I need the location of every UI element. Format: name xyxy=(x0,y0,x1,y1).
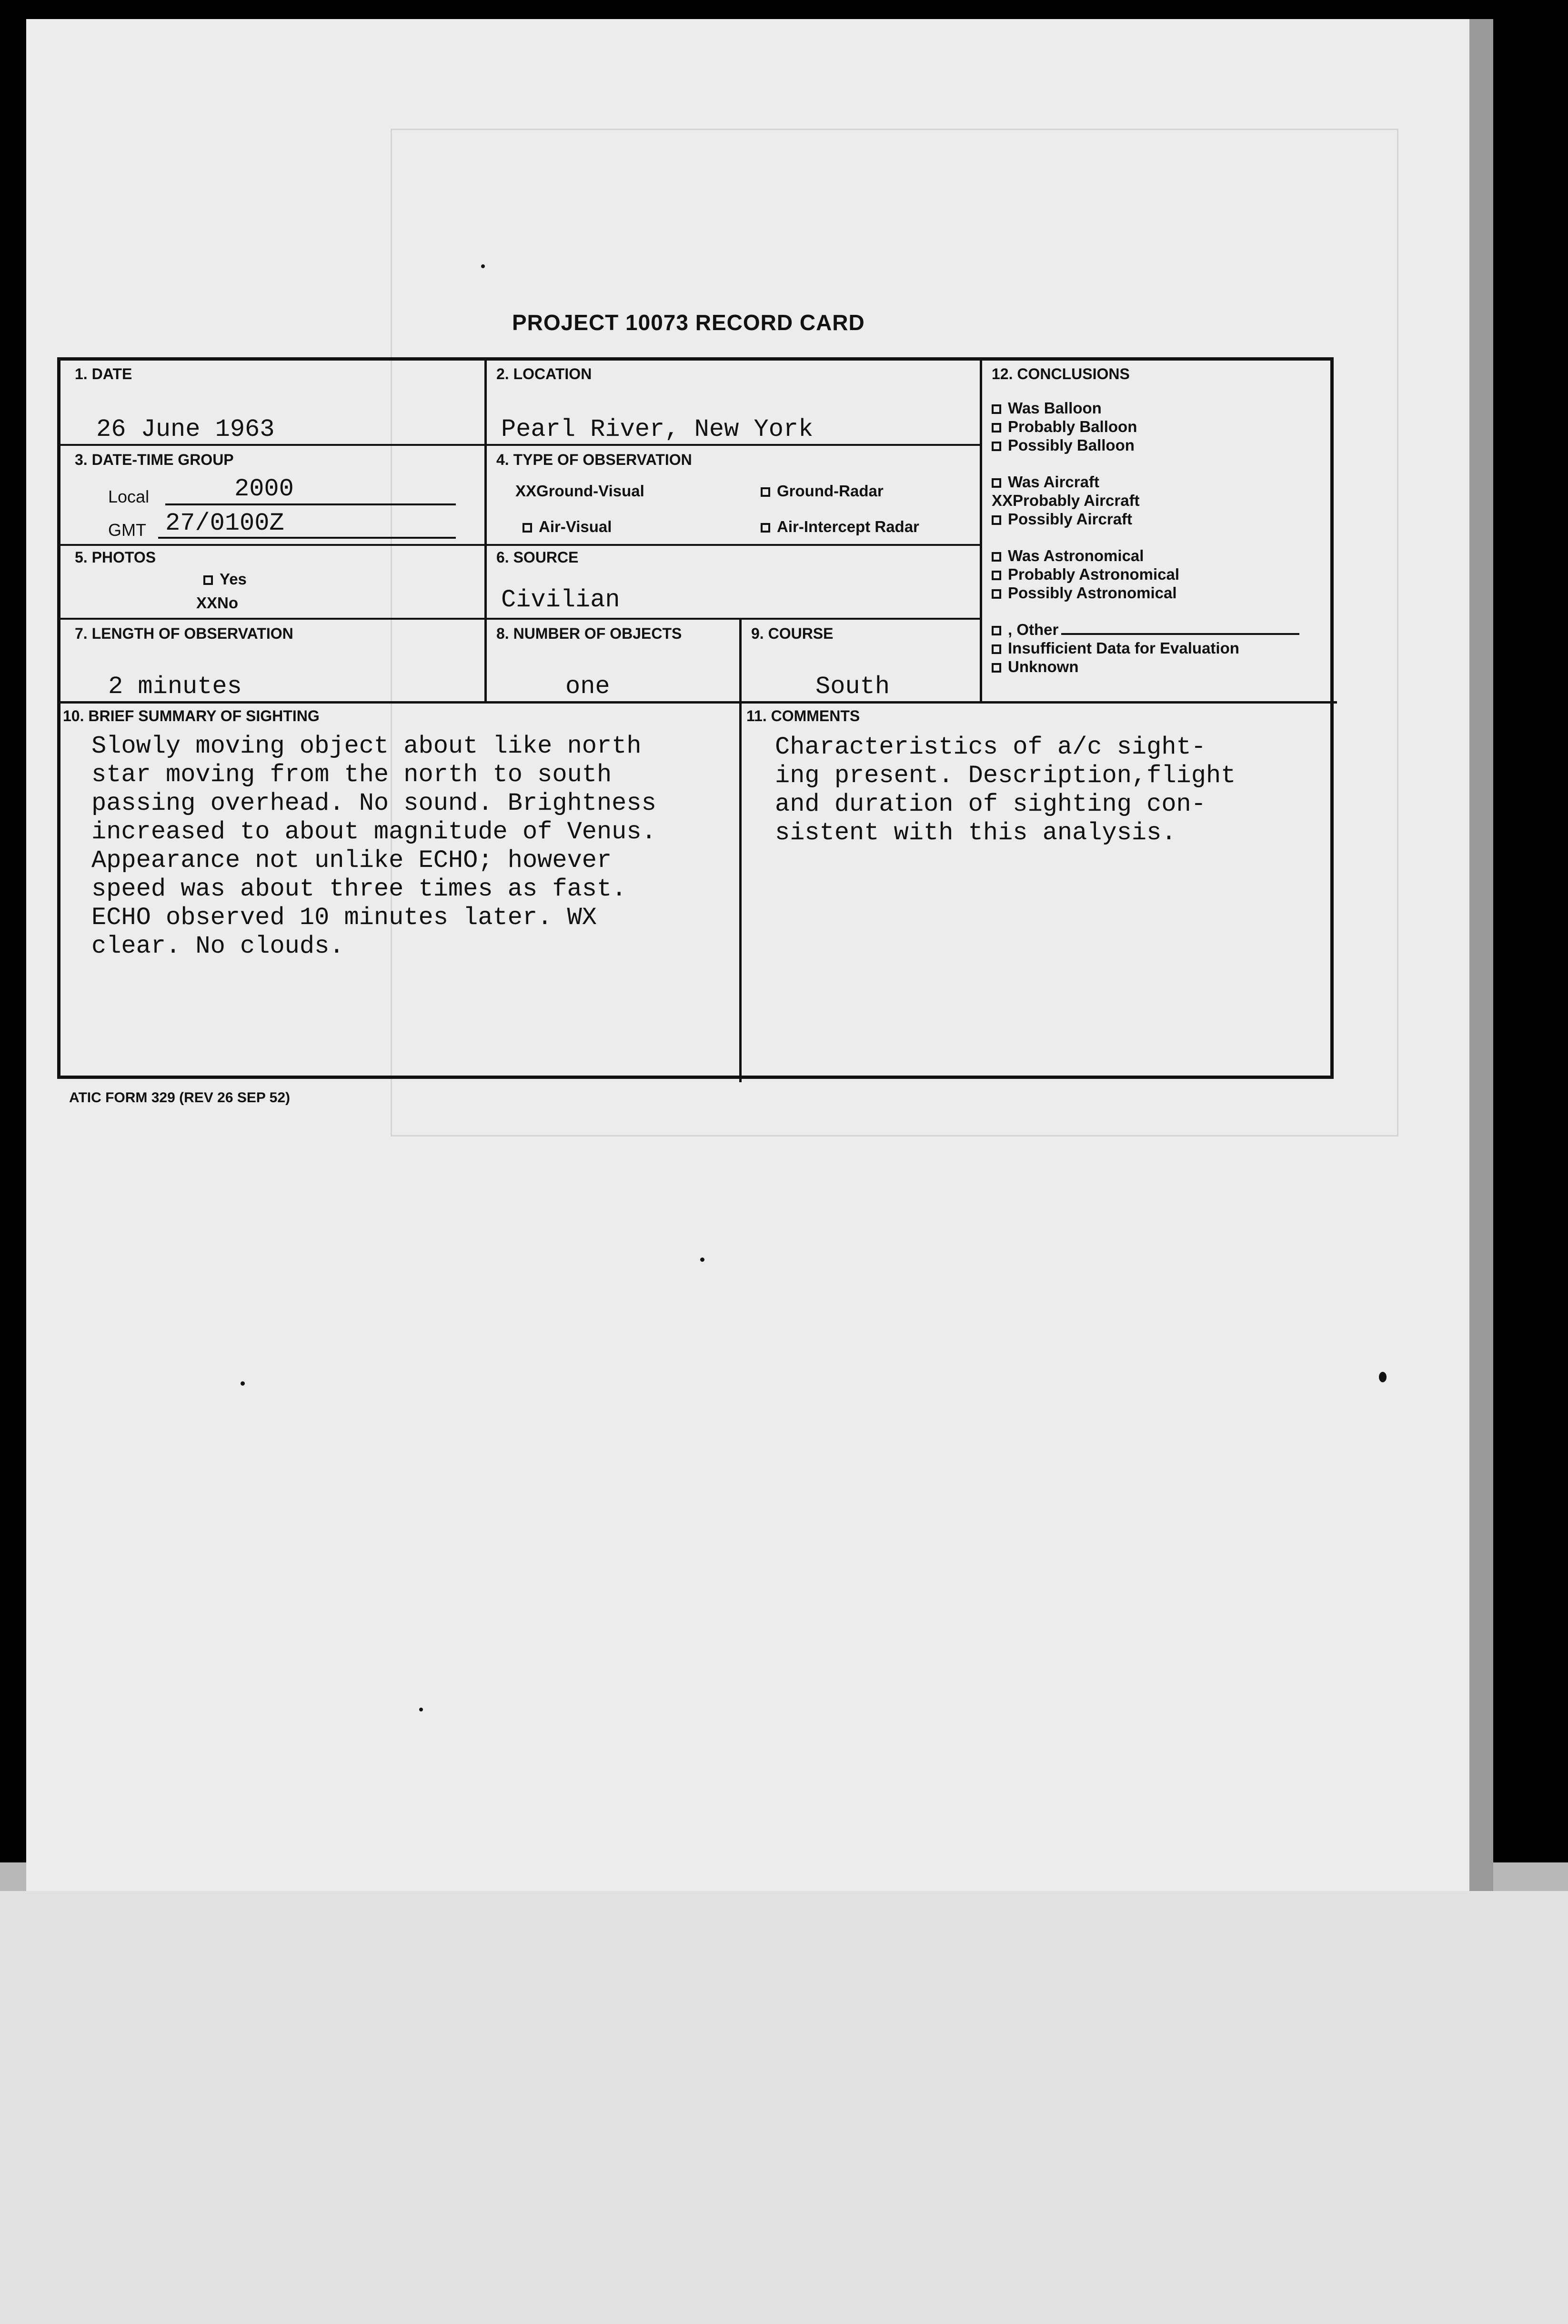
air-visual-label: Air-Visual xyxy=(539,518,612,535)
ground-visual-option xyxy=(515,482,644,500)
conclusions-list xyxy=(992,399,1299,676)
local-value: 2000 xyxy=(234,475,294,503)
checkbox-icon xyxy=(992,644,1001,654)
date-label: 1. DATE xyxy=(75,365,132,382)
type-of-observation-label: 4. TYPE OF OBSERVATION xyxy=(496,451,692,468)
summary-label: 10. BRIEF SUMMARY OF SIGHTING xyxy=(63,707,320,724)
scan-speck xyxy=(419,1708,423,1711)
scan-speck xyxy=(241,1381,245,1386)
conclusion-item: Unknown xyxy=(992,657,1299,676)
conclusion-item: Was Astronomical xyxy=(992,546,1299,565)
divider xyxy=(739,618,742,1082)
checkbox-icon xyxy=(203,575,213,585)
local-label: Local xyxy=(108,487,150,506)
photos-no-label: No xyxy=(217,594,239,612)
checkbox-icon xyxy=(992,552,1001,562)
course-label: 9. COURSE xyxy=(751,625,834,642)
scan-speck xyxy=(1379,1372,1387,1382)
checkbox-icon xyxy=(992,626,1001,635)
checkbox-icon xyxy=(992,404,1001,414)
checkbox-icon xyxy=(761,487,770,497)
checkbox-icon xyxy=(992,442,1001,451)
conclusion-item: , Other xyxy=(992,620,1299,639)
conclusion-item: Was Aircraft xyxy=(992,473,1299,491)
scan-speck xyxy=(481,264,485,268)
ground-visual-mark: XX xyxy=(515,482,537,500)
conclusion-item: Possibly Aircraft xyxy=(992,510,1299,528)
air-intercept-radar-option xyxy=(761,518,919,536)
number-of-objects-value: one xyxy=(565,673,610,701)
course-value: South xyxy=(815,673,890,701)
source-value: Civilian xyxy=(501,586,620,614)
photos-label: 5. PHOTOS xyxy=(75,549,156,566)
air-visual-option xyxy=(523,518,612,536)
checkbox-icon xyxy=(523,523,532,533)
conclusion-item: Possibly Balloon xyxy=(992,436,1299,454)
local-line xyxy=(165,503,456,505)
number-of-objects-label: 8. NUMBER OF OBJECTS xyxy=(496,625,682,642)
conclusion-item: Possibly Astronomical xyxy=(992,584,1299,602)
location-label: 2. LOCATION xyxy=(496,365,592,382)
ground-visual-label: Ground-Visual xyxy=(536,482,644,500)
divider xyxy=(484,361,487,701)
photos-no-option xyxy=(196,594,238,612)
photos-yes-option xyxy=(203,570,247,588)
checkbox-icon xyxy=(992,571,1001,580)
record-card xyxy=(57,357,1334,1079)
conclusion-item: Probably Balloon xyxy=(992,417,1299,436)
comments-text: Characteristics of a/c sight- ing present. Description,flight and duration of sighting con- sistent with this analysis. xyxy=(775,733,1236,847)
photos-yes-label: Yes xyxy=(220,570,247,588)
checkbox-icon xyxy=(992,478,1001,488)
divider xyxy=(980,361,982,701)
divider xyxy=(60,444,980,446)
ground-radar-label: Ground-Radar xyxy=(777,482,884,500)
background-sheet xyxy=(0,1862,1568,2324)
date-value: 26 June 1963 xyxy=(96,415,275,443)
scan-speck xyxy=(700,1258,704,1262)
comments-label: 11. COMMENTS xyxy=(746,707,860,724)
conclusion-item-checked: XXProbably Aircraft xyxy=(992,492,1140,509)
checked-mark: XX xyxy=(992,492,1013,509)
divider xyxy=(60,701,1337,704)
date-time-group-label: 3. DATE-TIME GROUP xyxy=(75,451,234,468)
conclusions-label: 12. CONCLUSIONS xyxy=(992,365,1130,382)
checkbox-icon xyxy=(992,663,1001,673)
checkbox-icon xyxy=(992,423,1001,433)
conclusion-item: Was Balloon xyxy=(992,399,1299,417)
checkbox-icon xyxy=(761,523,770,533)
location-value: Pearl River, New York xyxy=(501,415,814,443)
form-title: PROJECT 10073 RECORD CARD xyxy=(512,310,865,335)
air-intercept-radar-label: Air-Intercept Radar xyxy=(777,518,919,535)
length-label: 7. LENGTH OF OBSERVATION xyxy=(75,625,293,642)
length-value: 2 minutes xyxy=(108,673,242,701)
summary-text: Slowly moving object about like north star moving from the north to south passing overhead. No sound. Brightness increased to about magnitude of Venus. Appearance not unlike ECHO; however speed was about three times as fast. ECHO observed 10 minutes later. WX clear. No clouds. xyxy=(91,732,656,960)
photos-no-mark: XX xyxy=(196,594,218,612)
conclusion-item: Probably Astronomical xyxy=(992,565,1299,584)
ground-radar-option xyxy=(761,482,884,500)
source-label: 6. SOURCE xyxy=(496,549,579,566)
divider xyxy=(60,618,980,620)
checkbox-icon xyxy=(992,589,1001,599)
conclusion-item: Insufficient Data for Evaluation xyxy=(992,639,1299,657)
form-id: ATIC FORM 329 (REV 26 SEP 52) xyxy=(69,1090,291,1106)
page-edge xyxy=(1469,19,1493,1891)
gmt-label: GMT xyxy=(108,520,146,540)
gmt-value: 27/0100Z xyxy=(165,509,284,537)
checkbox-icon xyxy=(992,515,1001,525)
divider xyxy=(60,544,980,546)
